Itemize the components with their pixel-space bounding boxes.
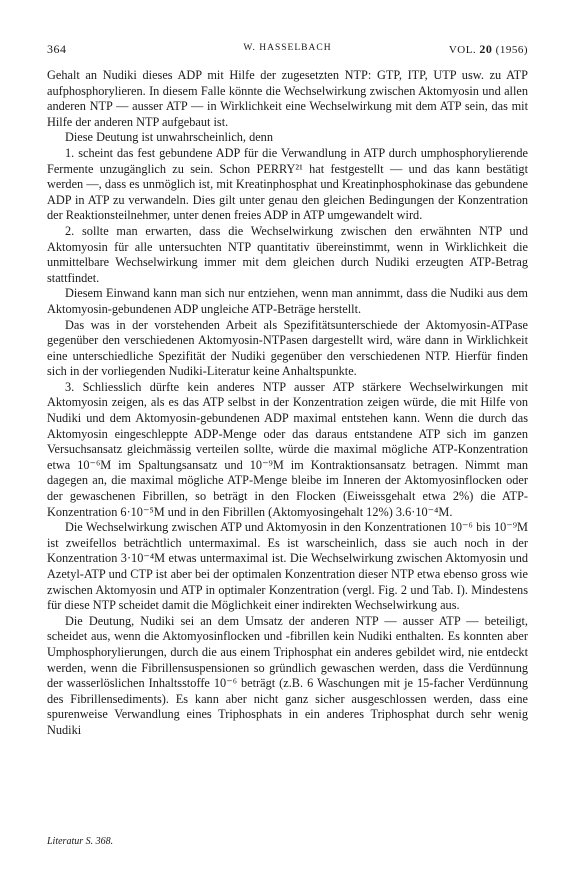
volume-year: (1956) <box>495 44 528 56</box>
volume-number: 20 <box>479 42 493 56</box>
paragraph: 1. scheint das fest gebundene ADP für die Verwandlung in ATP durch umphosphorylierende Fermente unzugänglich zu sein. Schon PERRY²¹ hat festgestellt — und das kann bestätigt werden —, dass es unmöglich ist, mit Kreatinphosphat und Kreatinphosphokinase das gebundene ADP in ATP zu verwandeln. Dies gilt unter genau den gleichen Bedingungen der Konzentration der Reaktionsteilnehmer, unter denen freies ADP in ATP umgewandelt wird. <box>47 145 528 223</box>
paragraph: Diese Deutung ist unwahrscheinlich, denn <box>65 130 273 145</box>
body-text <box>47 68 528 739</box>
paragraph: 2. sollte man erwarten, dass die Wechselwirkung zwischen den erwähnten NTP und Aktomyosin für alle untersuchten NTP quantitativ übereinstimmt, wenn in Wirklichkeit die unmittelbare Wechselwirkung immer mit dem gleichen durch Nudiki erzeugten ATP-Betrag stattfindet. <box>47 223 528 285</box>
volume-prefix: VOL. <box>448 44 477 56</box>
literature-footnote: Literatur S. 368. <box>47 836 114 847</box>
page-number: 364 <box>47 42 67 56</box>
paragraph: Die Deutung, Nudiki sei an dem Umsatz der anderen NTP — ausser ATP — beteiligt, scheidet aus, wenn die Aktomyosinflocken und -fibrillen kein Nudiki enthalten. Es konnten aber Umphosphorylierungen, durch die aus einem Triphosphat ein anderes gebildet wird, nie entdeckt werden, wenn die Fibrillensuspensionen so gründlich gewaschen werden, dass die Verdünnung der wasserlöslichen Inhaltsstoffe 10⁻⁶ beträgt (z.B. 6 Waschungen mit je 15-facher Verdünnung des Fibrillensediments). Es kann aber nicht ganz sicher ausgeschlossen werden, dass eine spurenweise Verwandlung eines Triphosphats in ein anderes Triphosphat durch sehr wenig Nudiki <box>47 613 528 737</box>
running-author: W. HASSELBACH <box>243 43 332 53</box>
paragraph: Die Wechselwirkung zwischen ATP und Aktomyosin in den Konzentrationen 10⁻⁶ bis 10⁻⁹M ist zweifellos beträchtlich untermaximal. Es ist warscheinlich, dass sie auch noch in der Konzentration 3·10⁻⁴M etwas untermaximal ist. Die Wechselwirkung zwischen Aktomyosin und Azetyl-ATP und CTP ist aber bei der optimalen Konzentration dieser NTP etwa ebenso gross wie zwischen Aktomyosin und ATP in optimaler Konzentration (vergl. Fig. 2 und Tab. I). Mindestens für diese NTP scheidet damit die Möglichkeit einer indirekten Wechselwirkung aus. <box>47 520 528 613</box>
paragraph: 3. Schliesslich dürfte kein anderes NTP ausser ATP stärkere Wechselwirkungen mit Aktomyosin zeigen, als es das ATP selbst in der Konzentration zeigen würde, die mit Hilfe von Nudiki und dem Aktomyosin-gebundenen ADP maximal entstehen kann. Wenn die durch das Aktomyosin eingeschleppte ADP-Menge oder das daraus entstandene ATP sich im ganzen Versuchsansatz gleichmässig verteilen sollte, würde die maximal mögliche ATP-Konzentration etwa 10⁻⁶M im Spaltungsansatz und 10⁻⁹M im Kontraktionsansatz betragen. Nimmt man dagegen an, die maximal mögliche ATP-Menge bleibe im Inneren der Aktomyosinflocken oder der gewaschenen Fibrillen, so beträgt in den Flocken (Eiweissgehalt etwa 2%) die ATP-Konzentration 6·10⁻⁵M und in den Fibrillen (Aktomyosingehalt 12%) 3.6·10⁻⁴M. <box>47 379 528 519</box>
paragraph: Diesem Einwand kann man sich nur entziehen, wenn man annimmt, dass die Nudiki aus dem Aktomyosin-gebundenen ADP ungleiche ATP-Beträge herstellt. <box>47 286 528 316</box>
paragraph: Gehalt an Nudiki dieses ADP mit Hilfe der zugesetzten NTP: GTP, ITP, UTP usw. zu ATP aufphosphorylieren. In diesem Falle könnte die Wechselwirkung zwischen Aktomyosin und allen anderen NTP — ausser ATP — in Wirklichkeit eine Wechselwirkung mit dem ATP sein, das mit Hilfe der anderen NTP aufgebaut ist. <box>47 68 528 129</box>
paragraph: Das was in der vorstehenden Arbeit als Spezifitätsunterschiede der Aktomyosin-ATPase gegenüber den verschiedenen Aktomyosin-NTPasen dargestellt wird, wäre dann in Wirklichkeit eine unterschiedliche Spezifität der Nudiki gegenüber den verschiedenen NTP. Hierfür finden sich in der vorliegenden Nudiki-Literatur keine Anhaltspunkte. <box>47 317 528 379</box>
volume-info <box>449 42 528 57</box>
